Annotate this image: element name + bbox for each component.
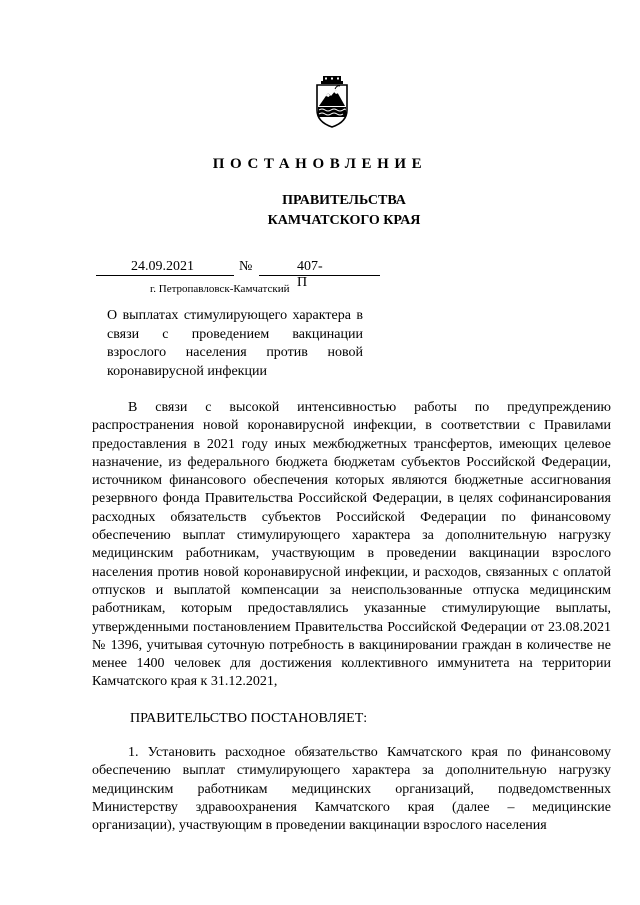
- document-city: г. Петропавловск-Камчатский: [150, 283, 290, 295]
- decree-heading: ПРАВИТЕЛЬСТВО ПОСТАНОВЛЯЕТ:: [130, 711, 368, 726]
- date-underline: [96, 275, 234, 276]
- number-sign: №: [239, 259, 253, 274]
- document-number: 407-П: [297, 259, 323, 290]
- document-type-title: ПОСТАНОВЛЕНИЕ: [212, 156, 428, 172]
- issuer-line-2: КАМЧАТСКОГО КРАЯ: [267, 213, 421, 228]
- issuer-block: [0, 191, 640, 231]
- kamchatka-coat-of-arms-icon: [314, 76, 350, 128]
- document-subject: О выплатах стимулирующего характера в связи с проведением вакцинации взрослого населения против новой коронавирусной инфекции: [107, 308, 363, 379]
- clause-1-paragraph: [92, 744, 611, 854]
- preamble-paragraph: В связи с высокой интенсивностью работы по предупреждению распространения новой коронавирусной инфекции, в соответствии с Правилами предоставления в 2021 году иных межбюджетных трансфертов, имеющих целевое назначение, из федерального бюджета бюджетам субъектов Российской Федерации, источником финансового обеспечения которых являются бюджетные ассигнования резервного фонда Правительства Российской Федерации, в целях софинансирования расходных обязательств субъектов Российской Федерации по финансовому обеспечению выплат стимулирующего характера за дополнительную нагрузку медицинским работникам, участвующим в проведении вакцинации взрослого населения против новой коронавирусной инфекции, и расходов, связанных с оплатой отпусков и выплатой компенсации за неиспользованные отпуска медицинским работникам, которым предоставлялись указанные стимулирующие выплаты, утвержденными постановлением Правительства Российской Федерации от 23.08.2021 № 1396, учитывая суточную потребность в вакцинировании граждан в количестве не менее 1400 человек для достижения коллективного иммунитета на территории Камчатского края к 31.12.2021,: [92, 400, 611, 690]
- document-date: 24.09.2021: [131, 259, 194, 274]
- issuer-line-1: ПРАВИТЕЛЬСТВА: [282, 193, 406, 208]
- clause-1-text: 1. Установить расходное обязательство Камчатского края по финансовому обеспечению выплат стимулирующего характера за дополнительную нагрузку медицинским работникам медицинских организаций, подведомственных Министерству здравоохранения Камчатского края (далее – медицинские организации), участвующим в проведении вакцинации взрослого населения: [92, 745, 611, 834]
